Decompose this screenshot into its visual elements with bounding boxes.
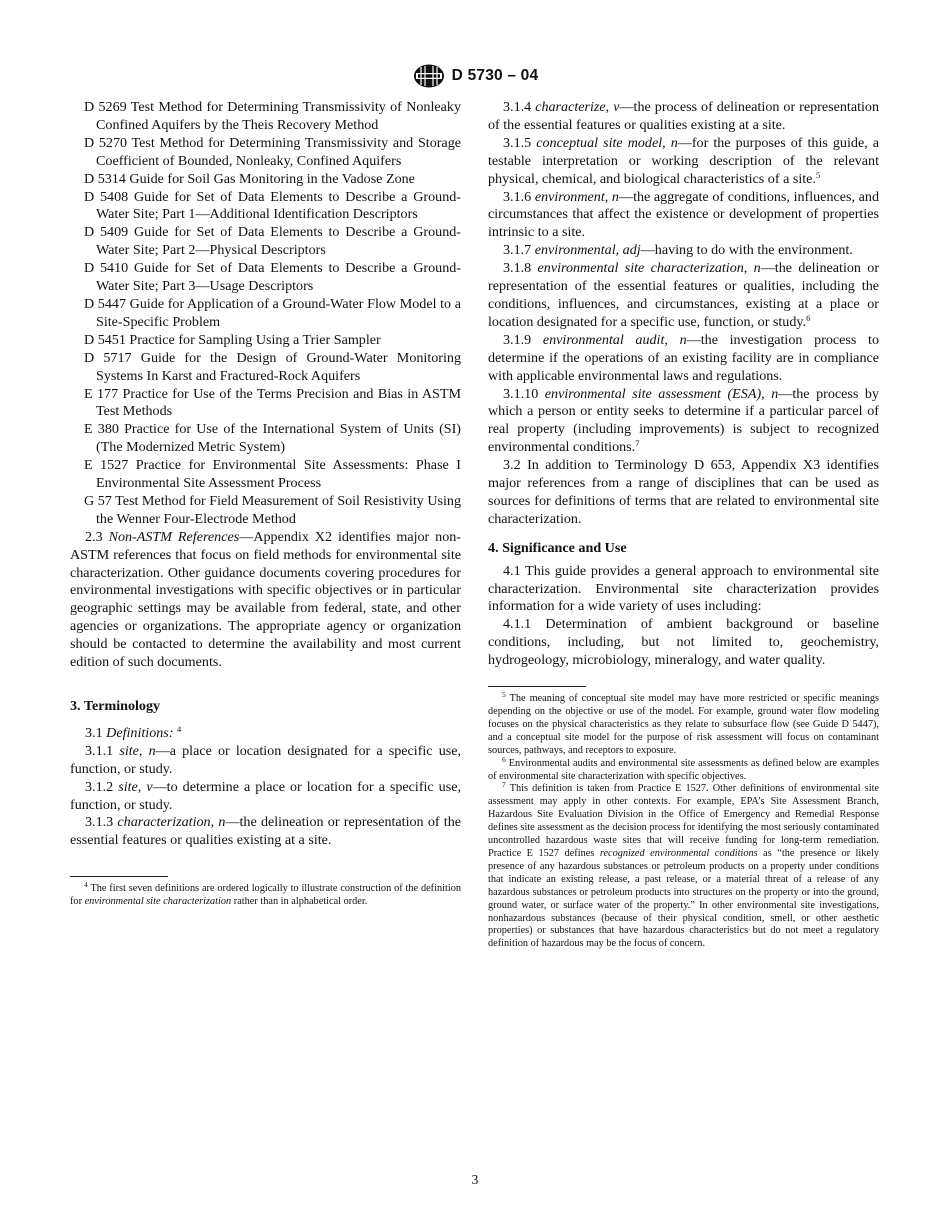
reference-item: E 380 Practice for Use of the International System of Units (SI) (The Modernized Metric System) [84,421,461,456]
paragraph-3-2: 3.2 In addition to Terminology D 653, Appendix X3 identifies major references from a range of disciplines that can be used as sources for definitions of terms that are related to environmental site characterization. [488,457,880,527]
page-header [0,62,950,90]
definition-3-1-4: 3.1.4 characterize, v—the process of delineation or representation of the essential features or qualities existing at a site. [488,99,879,133]
reference-item: D 5410 Guide for Set of Data Elements to Describe a Ground-Water Site; Part 3—Usage Descriptors [84,260,461,295]
paragraph-4-1-1: 4.1.1 Determination of ambient background or baseline conditions, including, but not limited to, geochemistry, hydrogeology, microbiology, mineralogy, and water quality. [488,616,879,669]
left-column [70,99,461,909]
paragraph-3-1: 3.1 Definitions: $^4$ [85,723,182,741]
section-heading-significance: 4. Significance and Use [488,539,627,556]
reference-item: D 5451 Practice for Sampling Using a Trier Sampler [84,331,381,348]
definition-3-1-2: 3.1.2 site, v—to determine a place or location for a specific use, function, or study. [70,778,461,813]
footnote-6: $^6$ Environmental audits and environmental site assessments as defined below are examples of environmental site characterization with specific objectives. [488,754,879,782]
reference-item: G 57 Test Method for Field Measurement of Soil Resistivity Using the Wenner Four-Electrode Method [84,492,461,527]
page-number: 3 [471,1172,479,1187]
definition-3-1-5: 3.1.5 conceptual site model, n—for the purposes of this guide, a testable interpretation or working description of the relevant physical, chemical, and biological characteristics of a site.$^5$ [488,134,880,187]
reference-item: E 177 Practice for Use of the Terms Precision and Bias in ASTM Test Methods [84,385,461,420]
definition-3-1-10: 3.1.10 environmental site assessment (ESA), n—the process by which a person or entity seeks to determine if a particular parcel of real property (including improvements) is subject to recognized environmental conditions.$^7$ [488,385,879,456]
footnote-ref: 7 [635,438,640,449]
reference-item: D 5409 Guide for Set of Data Elements to Describe a Ground-Water Site; Part 2—Physical Descriptors [84,224,461,259]
footnote-ref: 4 [177,723,182,734]
reference-item: D 5717 Guide for the Design of Ground-Water Monitoring Systems In Karst and Fractured-Rock Aquifers [84,349,462,384]
document-designation: D 5730 – 04 [451,67,539,84]
footnote-7: $^7$ This definition is taken from Practice E 1527. Other definitions of environmental site assessment may apply in other contexts. For example, EPA’s Site Assessment Branch, Hazardous Site Evaluation Division in the Office of Emergency and Remedial Response defines site assessment as the decision process for identifying the most seriously contaminated uncontrolled hazardous waste sites that will receive funding for long-term remediation. Practice E 1527 defines recognized environmental conditions as “the presence or likely presence of any hazardous substances or petroleum products on a property under conditions that indicate an existing release, a past release, or a material threat of a release of any hazardous substances or petroleum products into structures on the property or into the ground, ground water, or surface water of the property.” In other environmental site investigations, nonhazardous substances (because of their physical condition, smell, or other aesthetic properties) or substances that have hazardous characteristics but do not meet a regulatory definition of hazardous may be the focus of concern. [488,780,880,950]
footnote-5: $^5$ The meaning of conceptual site model may have more restricted or specific meanings depending on the objective or use of the model. For example, ground water flow modeling focuses on the physical characteristics as they relate to subsurface flow (see Guide D 5447), and a conceptual site model for the purpose of risk assessment will focus on contaminant sources, pathways, and receptors to exposure. [488,690,879,756]
definition-3-1-3: 3.1.3 characterization, n—the delineation or representation of the essential features or qualities existing at a site. [70,814,462,849]
right-column [488,99,879,951]
astm-logo-icon [412,63,446,89]
reference-item: D 5408 Guide for Set of Data Elements to Describe a Ground-Water Site; Part 1—Additional Identification Descriptors [84,188,461,223]
footnote-divider [488,686,586,687]
definition-3-1-6: 3.1.6 environment, n—the aggregate of conditions, influences, and circumstances that affect the existence or development of properties intrinsic to a site. [488,188,879,241]
paragraph-2-3: 2.3 Non-ASTM References—Appendix X2 identifies major non-ASTM references that focus on field methods for environmental site characterization. Other guidance documents covering procedures for environmental investigations with specific objectives or in particular geographic settings may be available from federal, state, and other agencies or organizations. The appropriate agency or organization should be contacted to determine the availability and most current edition of such documents. [70,528,461,671]
definition-3-1-9: 3.1.9 environmental audit, n—the investigation process to determine if the operations of an existing facility are in compliance with applicable environmental laws and regulations. [488,331,879,384]
definition-3-1-8: 3.1.8 environmental site characterization, n—the delineation or representation of the essential features or qualities, including the conditions, influences, and circumstances, existing at a place or location designated for a specific use, function, or study.$^6$ [488,260,880,330]
definition-3-1-7: 3.1.7 environmental, adj—having to do with the environment. [503,242,853,259]
paragraph-4-1: 4.1 This guide provides a general approach to environmental site characterization. Environmental site characterization provides information for a wide variety of uses including: [488,562,879,615]
footnote-ref: 5 [815,169,821,180]
reference-item: D 5269 Test Method for Determining Transmissivity of Nonleaky Confined Aquifers by the Theis Recovery Method [84,99,461,133]
reference-item: E 1527 Practice for Environmental Site Assessments: Phase I Environmental Site Assessment Process [84,457,461,492]
footnote-4: $^4$ The first seven definitions are ordered logically to illustrate construction of the definition for environmental site characterization rather than in alphabetical order. [70,880,462,908]
footnote-ref: 6 [806,312,811,323]
footnote-divider [70,876,168,877]
section-heading-terminology: 3. Terminology [70,698,161,714]
definition-3-1-1: 3.1.1 site, n—a place or location designated for a specific use, function, or study. [70,742,462,777]
reference-item: D 5447 Guide for Application of a Ground-Water Flow Model to a Site-Specific Problem [84,295,461,330]
reference-item: D 5314 Guide for Soil Gas Monitoring in the Vadose Zone [84,170,415,187]
reference-item: D 5270 Test Method for Determining Transmissivity and Storage Coefficient of Bounded, Nonleaky, Confined Aquifers [84,134,461,169]
